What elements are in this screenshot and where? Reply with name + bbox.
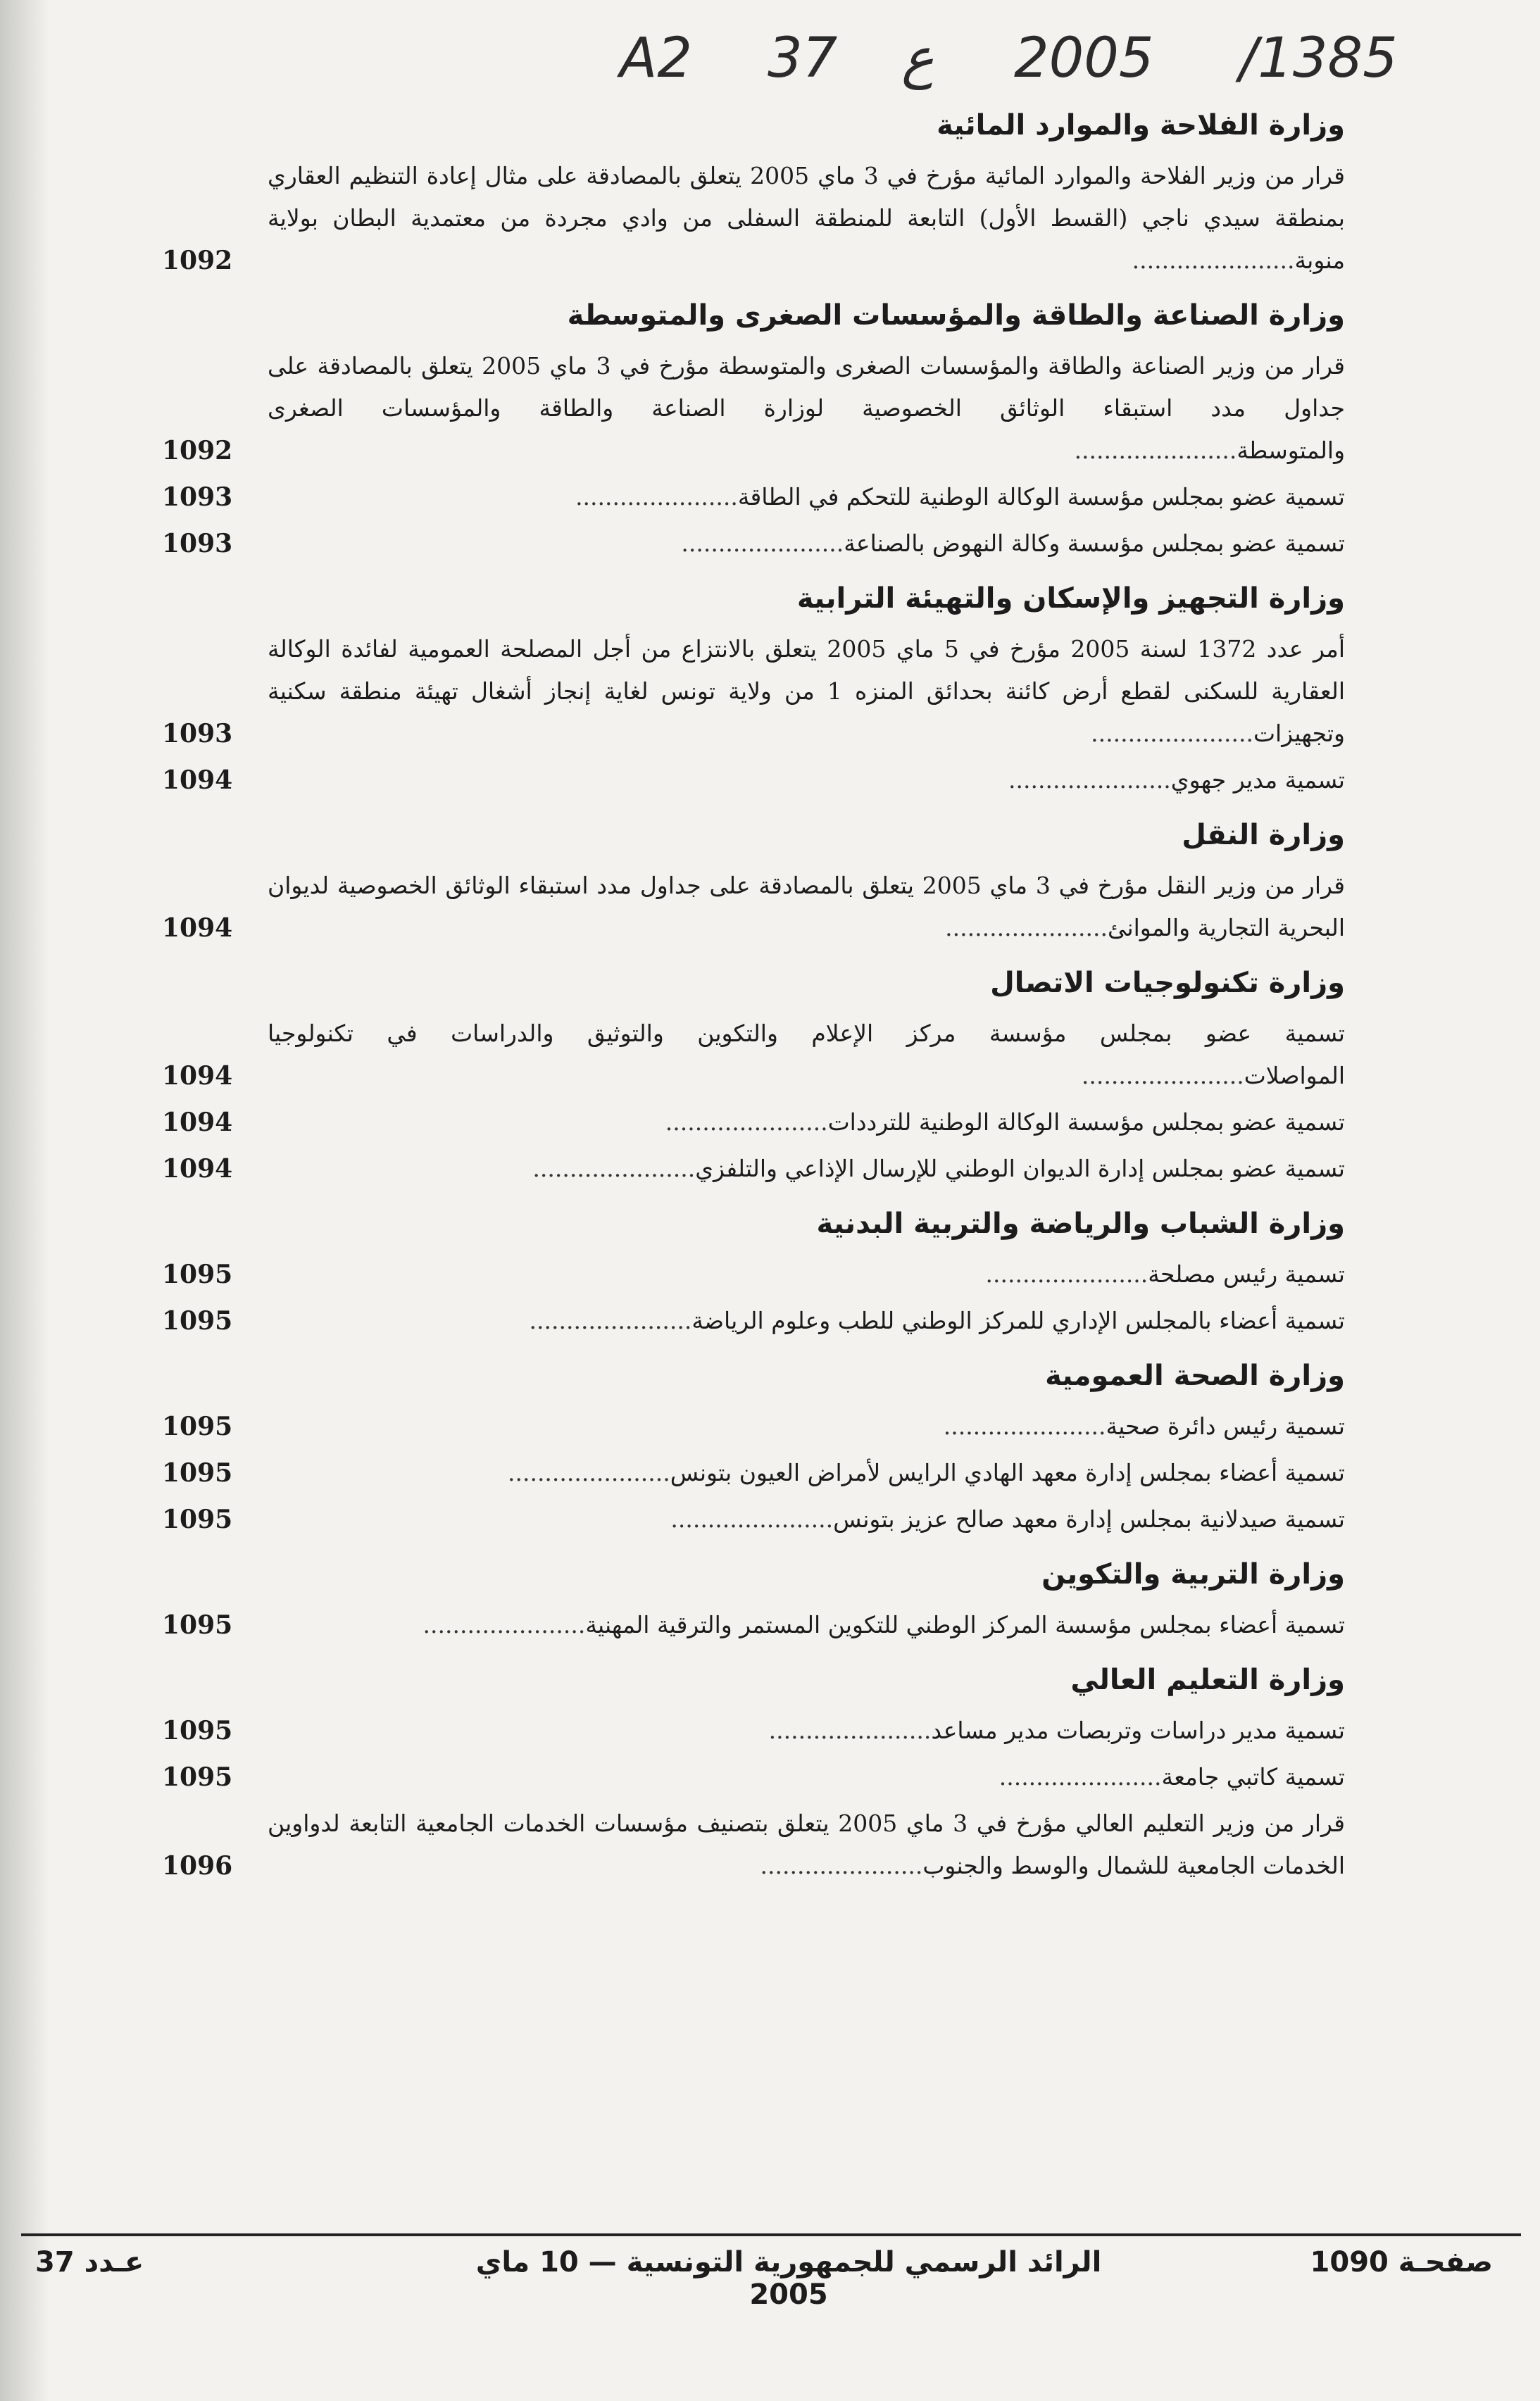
ministry-title: وزارة الفلاحة والموارد المائية bbox=[937, 109, 1345, 142]
ministry-section bbox=[162, 1356, 1345, 1541]
ministry-title: وزارة التجهيز والإسكان والتهيئة الترابية bbox=[796, 582, 1345, 615]
toc-page-number: 1092 bbox=[162, 436, 233, 465]
handwritten-issue: 37 bbox=[768, 27, 838, 90]
dot-leader: ...................... bbox=[1132, 246, 1295, 274]
toc-entry-text: تسمية كاتبي جامعة bbox=[1161, 1763, 1345, 1791]
toc-entry bbox=[162, 1803, 1345, 1887]
toc-entry bbox=[162, 865, 1345, 949]
dot-leader: ...................... bbox=[1081, 1062, 1244, 1089]
toc-entry bbox=[162, 522, 1345, 565]
toc-page-number: 1095 bbox=[162, 1412, 233, 1441]
handwritten-ref: /1385 bbox=[1239, 27, 1398, 90]
dot-leader: ...................... bbox=[943, 1412, 1106, 1440]
toc-entry bbox=[162, 155, 1345, 282]
handwritten-code: A2 bbox=[620, 27, 692, 90]
ministry-title: وزارة تكنولوجيات الاتصال bbox=[990, 967, 1345, 999]
handwritten-letter: ع bbox=[901, 27, 934, 90]
dot-leader: ...................... bbox=[999, 1763, 1162, 1791]
footer-page-number: صفحـة 1090 bbox=[1310, 2246, 1493, 2278]
toc-page-number: 1094 bbox=[162, 1061, 233, 1091]
footer-issue-number: عـدد 37 bbox=[35, 2246, 144, 2278]
toc-entry-text: قرار من وزير التعليم العالي مؤرخ في 3 ماي 2005 يتعلق بتصنيف مؤسسات الخدمات الجامعية التابعة لدواوين الخدمات الجامعية للشمال والوسط والجنوب bbox=[268, 1810, 1345, 1879]
toc-entry bbox=[162, 628, 1345, 755]
dot-leader: ...................... bbox=[575, 483, 738, 510]
dot-leader: ...................... bbox=[760, 1852, 923, 1879]
table-of-contents bbox=[162, 106, 1345, 1901]
toc-entry-text: تسمية صيدلانية بمجلس إدارة معهد صالح عزيز بتونس bbox=[833, 1505, 1345, 1533]
ministry-section bbox=[162, 963, 1345, 1190]
toc-page-number: 1096 bbox=[162, 1851, 233, 1881]
ministry-section bbox=[162, 815, 1345, 949]
toc-entry-text: أمر عدد 1372 لسنة 2005 مؤرخ في 5 ماي 2005 يتعلق بالانتزاع من أجل المصلحة العمومية لفائدة الوكالة العقارية للسكنى لقطع أرض كائنة بحدائق المنزه 1 من ولاية تونس لغاية إنجاز أشغال تهيئة منطقة سكنية وتجهيزات bbox=[268, 635, 1346, 747]
toc-entry bbox=[162, 1101, 1345, 1143]
toc-entry-text: تسمية عضو بمجلس مؤسسة وكالة النهوض بالصناعة bbox=[844, 529, 1345, 557]
ministry-title: وزارة التعليم العالي bbox=[1070, 1664, 1345, 1696]
toc-entry bbox=[162, 1710, 1345, 1752]
ministry-title: وزارة التربية والتكوين bbox=[1041, 1558, 1345, 1591]
toc-entry-text: تسمية أعضاء بمجلس إدارة معهد الهادي الرايس لأمراض العيون بتونس bbox=[670, 1459, 1345, 1486]
footer-divider bbox=[21, 2233, 1521, 2236]
toc-entry-text: قرار من وزير النقل مؤرخ في 3 ماي 2005 يتعلق بالمصادقة على جداول مدد استبقاء الوثائق الخصوصية لديوان البحرية التجارية والموانئ bbox=[268, 872, 1345, 941]
toc-page-number: 1094 bbox=[162, 1108, 233, 1137]
toc-page-number: 1094 bbox=[162, 913, 233, 943]
dot-leader: ...................... bbox=[945, 914, 1108, 941]
dot-leader: ...................... bbox=[507, 1459, 670, 1486]
toc-entry-text: تسمية رئيس مصلحة bbox=[1148, 1260, 1345, 1288]
toc-entry-text: تسمية عضو بمجلس مؤسسة مركز الإعلام والتكوين والتوثيق والدراسات في تكنولوجيا المواصلات bbox=[268, 1020, 1345, 1089]
footer-journal-title: الرائد الرسمي للجمهورية التونسية — 10 ماي 2005 bbox=[475, 2246, 1102, 2311]
toc-entry-text: تسمية عضو بمجلس إدارة الديوان الوطني للإرسال الإذاعي والتلفزي bbox=[695, 1155, 1345, 1182]
toc-page-number: 1094 bbox=[162, 1154, 233, 1184]
ministry-title: وزارة الصحة العمومية bbox=[1045, 1360, 1345, 1392]
dot-leader: ...................... bbox=[1091, 720, 1253, 747]
toc-page-number: 1095 bbox=[162, 1610, 233, 1640]
toc-page-number: 1095 bbox=[162, 1260, 233, 1289]
toc-entry bbox=[162, 759, 1345, 801]
toc-page-number: 1095 bbox=[162, 1505, 233, 1534]
dot-leader: ...................... bbox=[1074, 437, 1237, 464]
scan-edge-shadow bbox=[0, 0, 49, 2401]
dot-leader: ...................... bbox=[681, 529, 844, 557]
toc-entry bbox=[162, 1452, 1345, 1494]
dot-leader: ...................... bbox=[532, 1155, 696, 1182]
dot-leader: ...................... bbox=[768, 1717, 932, 1744]
dot-leader: ...................... bbox=[985, 1260, 1148, 1288]
toc-page-number: 1095 bbox=[162, 1762, 233, 1792]
toc-page-number: 1095 bbox=[162, 1458, 233, 1488]
toc-entry-text: تسمية مدير جهوي bbox=[1170, 766, 1345, 794]
toc-entry bbox=[162, 1498, 1345, 1541]
handwritten-annotation bbox=[0, 27, 1540, 104]
toc-page-number: 1093 bbox=[162, 719, 233, 748]
toc-entry bbox=[162, 1253, 1345, 1296]
ministry-section bbox=[162, 579, 1345, 801]
toc-page-number: 1095 bbox=[162, 1306, 233, 1336]
ministry-title: وزارة الشباب والرياضة والتربية البدنية bbox=[816, 1208, 1345, 1240]
ministry-title: وزارة الصناعة والطاقة والمؤسسات الصغرى والمتوسطة bbox=[567, 299, 1345, 332]
ministry-section bbox=[162, 1555, 1345, 1646]
toc-entry bbox=[162, 1300, 1345, 1342]
toc-entry-text: تسمية رئيس دائرة صحية bbox=[1106, 1412, 1345, 1440]
toc-entry bbox=[162, 1013, 1345, 1097]
toc-entry-text: تسمية مدير دراسات وتربصات مدير مساعد bbox=[931, 1717, 1345, 1744]
ministry-title: وزارة النقل bbox=[1182, 819, 1345, 851]
handwritten-year: 2005 bbox=[1014, 27, 1154, 90]
toc-entry bbox=[162, 1604, 1345, 1646]
dot-leader: ...................... bbox=[665, 1108, 828, 1136]
ministry-section bbox=[162, 296, 1345, 565]
ministry-section bbox=[162, 1204, 1345, 1342]
toc-entry-text: قرار من وزير الصناعة والطاقة والمؤسسات الصغرى والمتوسطة مؤرخ في 3 ماي 2005 يتعلق بالمصادقة على جداول مدد استبقاء الوثائق الخصوصية لوزارة الصناعة والطاقة والمؤسسات الصغرى والمتوسطة bbox=[268, 352, 1345, 464]
ministry-section bbox=[162, 106, 1345, 282]
toc-page-number: 1093 bbox=[162, 529, 233, 558]
dot-leader: ...................... bbox=[670, 1505, 834, 1533]
toc-page-number: 1094 bbox=[162, 765, 233, 795]
ministry-section bbox=[162, 1660, 1345, 1887]
toc-page-number: 1095 bbox=[162, 1716, 233, 1745]
dot-leader: ...................... bbox=[422, 1611, 586, 1638]
toc-entry bbox=[162, 1148, 1345, 1190]
toc-entry-text: تسمية عضو بمجلس مؤسسة الوكالة الوطنية للتحكم في الطاقة bbox=[737, 483, 1345, 510]
dot-leader: ...................... bbox=[529, 1307, 692, 1334]
page-footer bbox=[21, 2246, 1521, 2311]
toc-entry-text: قرار من وزير الفلاحة والموارد المائية مؤرخ في 3 ماي 2005 يتعلق بالمصادقة على مثال إعادة التنظيم العقاري بمنطقة سيدي ناجي (القسط الأول) التابعة للمنطقة السفلى من وادي مجردة من معتمدية البطان بولاية منوبة bbox=[268, 162, 1345, 274]
toc-entry bbox=[162, 1405, 1345, 1448]
dot-leader: ...................... bbox=[1008, 766, 1171, 794]
toc-entry bbox=[162, 1756, 1345, 1798]
toc-entry bbox=[162, 476, 1345, 518]
toc-entry bbox=[162, 345, 1345, 472]
toc-entry-text: تسمية أعضاء بمجلس مؤسسة المركز الوطني للتكوين المستمر والترقية المهنية bbox=[585, 1611, 1345, 1638]
toc-page-number: 1093 bbox=[162, 482, 233, 512]
toc-entry-text: تسمية أعضاء بالمجلس الإداري للمركز الوطني للطب وعلوم الرياضة bbox=[691, 1307, 1345, 1334]
toc-page-number: 1092 bbox=[162, 246, 233, 275]
toc-entry-text: تسمية عضو بمجلس مؤسسة الوكالة الوطنية للترددات bbox=[827, 1108, 1345, 1136]
